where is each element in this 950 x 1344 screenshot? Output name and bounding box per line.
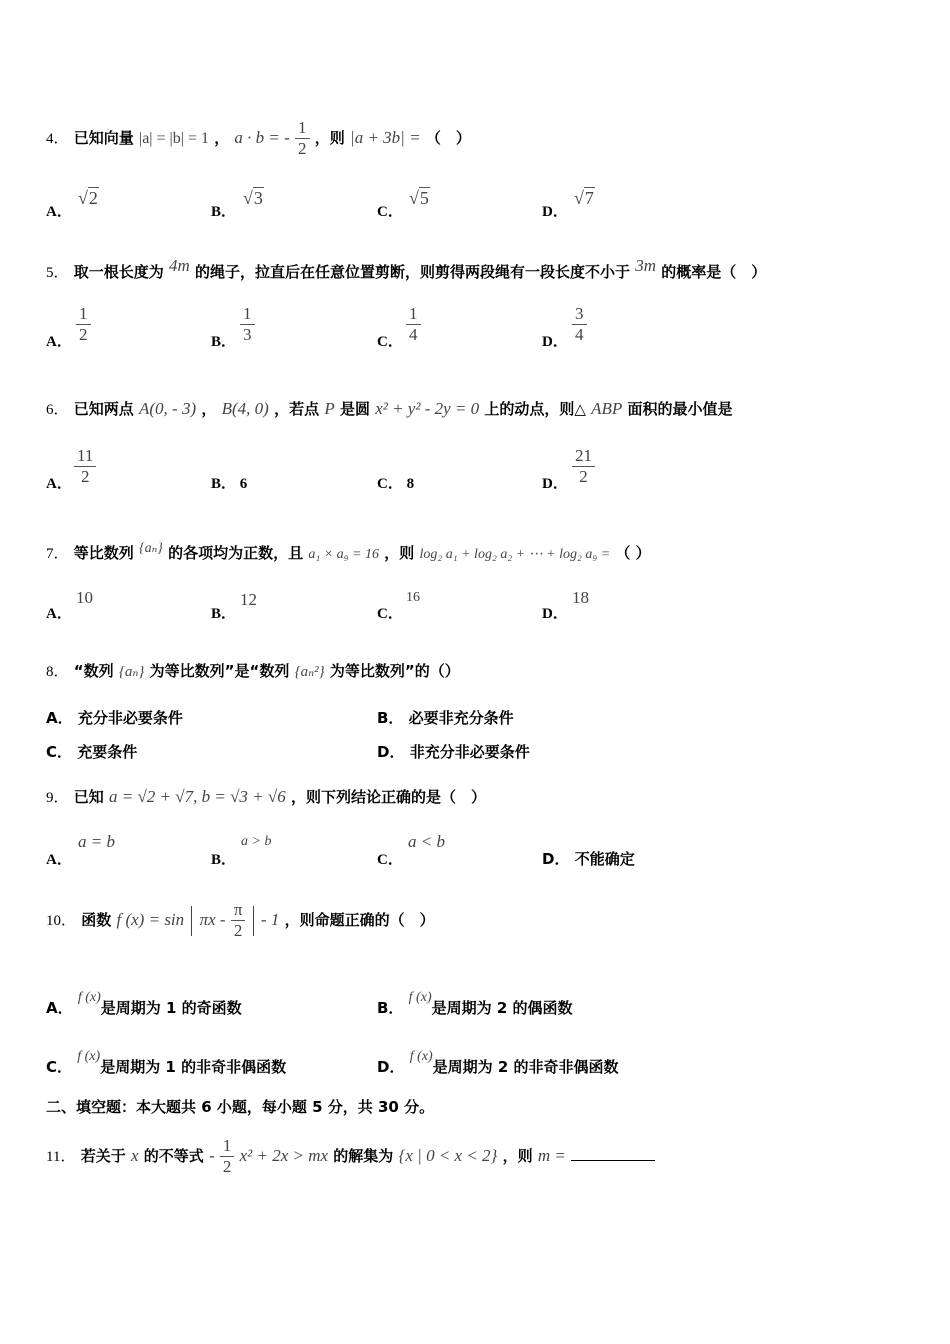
answer-bracket: （ ） bbox=[425, 129, 471, 147]
question-text: 面积的最小值是 bbox=[627, 400, 733, 418]
variable: x bbox=[130, 1146, 139, 1165]
option-d: D． 非充分非必要条件 bbox=[377, 743, 530, 761]
paren-left bbox=[191, 906, 192, 936]
option-c-value: 16 bbox=[406, 590, 420, 605]
option-c: C． bbox=[377, 606, 403, 622]
question-text: 已知向量 bbox=[73, 129, 134, 147]
function-constant: - 1 bbox=[260, 910, 280, 929]
question-10 bbox=[46, 900, 435, 941]
option-d: D． f (x)是周期为 2 的非奇非偶函数 bbox=[377, 1049, 619, 1076]
option-b-value: $\frac{1}{3}$ bbox=[240, 304, 255, 345]
question-text: “数列 bbox=[73, 662, 114, 680]
option-d-value: $\frac{21}{2}$ bbox=[572, 446, 595, 487]
option-d-value: √7 bbox=[574, 188, 594, 208]
inequality: x² + 2x > mx bbox=[239, 1146, 329, 1165]
question-number: 8． bbox=[46, 664, 69, 680]
point-p: P bbox=[324, 399, 335, 418]
question-text: ，则 bbox=[502, 1147, 533, 1165]
question-text: 为等比数列”的（） bbox=[329, 662, 460, 680]
question-text: 的各项均为正数，且 bbox=[168, 544, 304, 562]
answer-variable: m = bbox=[537, 1146, 566, 1165]
question-6 bbox=[46, 398, 733, 419]
option-c: C． bbox=[377, 852, 403, 868]
question-11 bbox=[46, 1136, 655, 1177]
given-expression: a = √2 + √7, b = √3 + √6 bbox=[109, 787, 286, 806]
question-5 bbox=[46, 256, 766, 282]
option-a: A． 充分非必要条件 bbox=[46, 709, 183, 727]
option-a: A． bbox=[46, 204, 72, 220]
option-a-value: √2 bbox=[78, 188, 98, 208]
option-b: B． bbox=[211, 334, 237, 350]
question-7 bbox=[46, 540, 651, 563]
function-argument: πx - bbox=[199, 910, 226, 929]
question-number: 5． bbox=[46, 265, 69, 281]
question-number: 7． bbox=[46, 546, 69, 562]
question-text: 等比数列 bbox=[73, 544, 134, 562]
point-a: A(0, - 3) bbox=[139, 399, 197, 418]
sequence: {aₙ} bbox=[118, 664, 145, 680]
length-value: 4m bbox=[169, 256, 190, 275]
question-number: 11． bbox=[46, 1149, 76, 1165]
minus-sign: - bbox=[208, 1146, 215, 1165]
question-text: ，若点 bbox=[274, 400, 320, 418]
question-8 bbox=[46, 660, 460, 681]
option-c: C． bbox=[377, 334, 403, 350]
question-text: 已知 bbox=[73, 788, 104, 806]
question-text: 的概率是（ ） bbox=[661, 263, 767, 281]
option-d: D． 不能确定 bbox=[542, 850, 635, 868]
option-b: B． bbox=[211, 606, 237, 622]
option-d: D． bbox=[542, 334, 568, 350]
question-text: 是圆 bbox=[339, 400, 370, 418]
option-b-value: a > b bbox=[241, 834, 272, 849]
option-b: B． bbox=[211, 852, 237, 868]
option-d: D． bbox=[542, 476, 568, 492]
option-a: A． f (x)是周期为 1 的奇函数 bbox=[46, 990, 242, 1017]
separator: ， bbox=[201, 400, 217, 418]
question-text: 取一根长度为 bbox=[73, 263, 164, 281]
product-condition: a₁ × a₉ = 16 bbox=[308, 547, 379, 562]
option-a: A． bbox=[46, 476, 72, 492]
paren-right bbox=[253, 906, 254, 936]
fraction: $\frac{1}{2}$ bbox=[220, 1136, 235, 1177]
option-b-value: 12 bbox=[240, 590, 257, 609]
option-d-value: $\frac{3}{4}$ bbox=[572, 304, 587, 345]
option-c: C． 充要条件 bbox=[46, 743, 138, 761]
question-text: 的绳子，拉直后在任意位置剪断，则剪得两段绳有一段长度不小于 bbox=[195, 263, 631, 281]
sequence-squared: {aₙ²} bbox=[294, 664, 325, 680]
option-c-value: √5 bbox=[409, 188, 429, 208]
answer-blank[interactable] bbox=[571, 1146, 655, 1161]
question-number: 9． bbox=[46, 790, 69, 806]
question-text: 的解集为 bbox=[333, 1147, 394, 1165]
option-d: D． bbox=[542, 606, 568, 622]
question-text: ，则 bbox=[314, 129, 345, 147]
triangle-label: ABP bbox=[591, 399, 623, 418]
fraction: $\frac{1}{2}$ bbox=[295, 118, 310, 159]
option-d: D． bbox=[542, 204, 568, 220]
question-text: ，则 bbox=[384, 544, 415, 562]
question-text: 函数 bbox=[81, 911, 112, 929]
option-a-value: a = b bbox=[78, 832, 115, 851]
option-b: B． f (x)是周期为 2 的偶函数 bbox=[377, 990, 573, 1017]
point-b: B(4, 0) bbox=[221, 399, 269, 418]
option-d-value: 18 bbox=[572, 588, 589, 607]
option-c: C． bbox=[377, 204, 403, 220]
option-a: A． bbox=[46, 606, 72, 622]
sequence: {aₙ} bbox=[139, 541, 163, 556]
answer-bracket: （ ） bbox=[615, 544, 651, 562]
vector-norm-condition: |a| = |b| = 1 bbox=[139, 130, 209, 147]
dot-product-condition: a · b = - bbox=[234, 128, 290, 147]
length-value: 3m bbox=[635, 256, 657, 275]
solution-set: {x | 0 < x < 2} bbox=[398, 1146, 498, 1165]
option-b: B． bbox=[211, 204, 237, 220]
question-text: 为等比数列”是“数列 bbox=[149, 662, 290, 680]
question-number: 10． bbox=[46, 913, 77, 929]
question-text: 已知两点 bbox=[73, 400, 134, 418]
question-number: 4． bbox=[46, 131, 69, 147]
vector-expression: |a + 3b| = bbox=[350, 128, 421, 147]
function-definition: f (x) = sin bbox=[116, 910, 185, 929]
option-a: A． bbox=[46, 334, 72, 350]
option-c-value: a < b bbox=[408, 832, 445, 851]
question-text: ，则命题正确的（ ） bbox=[284, 911, 435, 929]
question-4: 4． 已知向量 |a| = |b| = 1 ， a · b = - $\frac{1}{2}$ ，则 |a + 3b| = （ ） bbox=[46, 118, 471, 158]
option-b: B． 6 bbox=[211, 476, 248, 492]
fraction: $\frac{\pi}{2}$ bbox=[231, 900, 246, 941]
option-a-value: 10 bbox=[76, 588, 93, 607]
option-c-value: $\frac{1}{4}$ bbox=[406, 304, 421, 345]
question-text: ，则下列结论正确的是（ ） bbox=[290, 788, 486, 806]
question-text: 若关于 bbox=[80, 1147, 126, 1165]
option-c: C． 8 bbox=[377, 476, 415, 492]
option-a: A． bbox=[46, 852, 72, 868]
section-heading: 二、填空题：本大题共 6 小题，每小题 5 分，共 30 分。 bbox=[46, 1098, 435, 1116]
circle-equation: x² + y² - 2y = 0 bbox=[375, 399, 480, 418]
log-expression: log₂ a₁ + log₂ a₂ + ⋯ + log₂ a₉ = bbox=[419, 547, 611, 562]
option-a-value: $\frac{1}{2}$ bbox=[76, 304, 91, 345]
option-a-value: $\frac{11}{2}$ bbox=[74, 446, 96, 487]
option-b-value: √3 bbox=[243, 188, 263, 208]
question-9 bbox=[46, 786, 486, 807]
question-number: 6． bbox=[46, 402, 69, 418]
question-text: 的不等式 bbox=[143, 1147, 204, 1165]
option-b: B． 必要非充分条件 bbox=[377, 709, 514, 727]
option-c: C． f (x)是周期为 1 的非奇非偶函数 bbox=[46, 1049, 287, 1076]
question-text: 上的动点，则△ bbox=[484, 400, 586, 418]
